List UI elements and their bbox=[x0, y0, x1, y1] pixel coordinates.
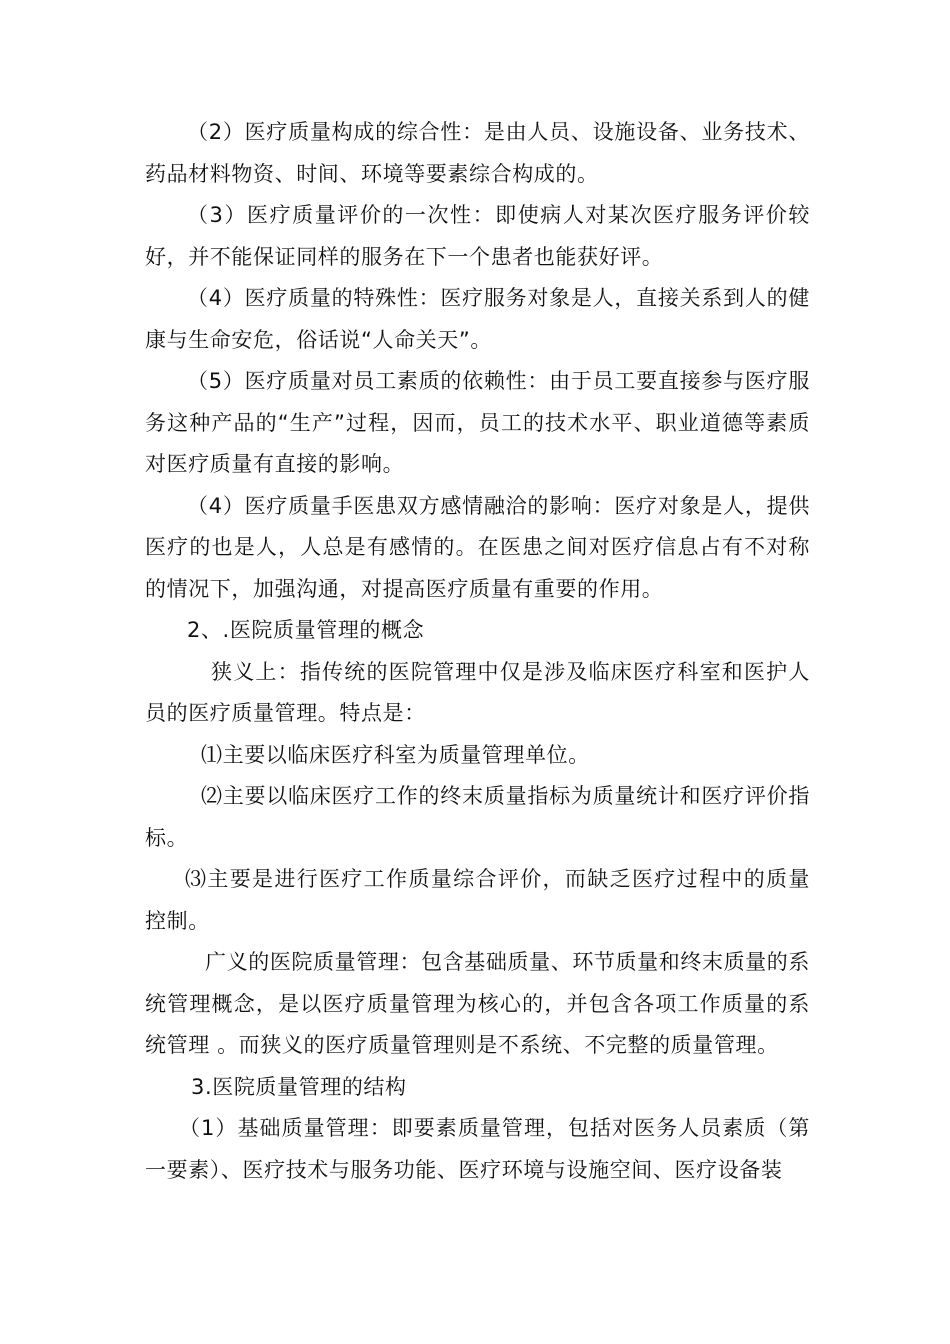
document-body bbox=[145, 112, 810, 1191]
paragraph-staff-dependence: （5）医疗质量对员工素质的依赖性：由于员工要直接参与医疗服务这种产品的“生产”过程，因而，员工的技术水平、职业道德等素质对医疗质量有直接的影响。 bbox=[145, 369, 810, 476]
paragraph-quality-comprehensiveness: （2）医疗质量构成的综合性：是由人员、设施设备、业务技术、药品材料物资、时间、环境等要素综合构成的。 bbox=[145, 120, 810, 186]
paragraph-quality-particularity: （4）医疗质量的特殊性：医疗服务对象是人，直接关系到人的健康与生命安危，俗话说“人命关天”。 bbox=[145, 286, 810, 352]
list-item-feature-3: ⑶主要是进行医疗工作质量综合评价，而缺乏医疗过程中的质量控制。 bbox=[145, 867, 810, 933]
paragraph-broad-definition: 广义的医院质量管理：包含基础质量、环节质量和终末质量的系统管理概念，是以医疗质量管理为核心的，并包含各项工作质量的系统管理 。而狭义的医疗质量管理则是不系统、不完整的质量管理。 bbox=[145, 950, 810, 1057]
paragraph-emotional-influence: （4）医疗质量手医患双方感情融洽的影响：医疗对象是人，提供医疗的也是人，人总是有感情的。在医患之间对医疗信息占有不对称的情况下，加强沟通，对提高医疗质量有重要的作用。 bbox=[145, 493, 810, 601]
paragraph-evaluation-one-time: （3）医疗质量评价的一次性：即使病人对某次医疗服务评价较好，并不能保证同样的服务在下一个患者也能获好评。 bbox=[145, 203, 810, 269]
paragraph-narrow-definition: 狭义上：指传统的医院管理中仅是涉及临床医疗科室和医护人员的医疗质量管理。特点是： bbox=[145, 659, 810, 725]
list-item-feature-2: ⑵主要以临床医疗工作的终末质量指标为质量统计和医疗评价指标。 bbox=[145, 784, 810, 850]
list-item-feature-1: ⑴主要以临床医疗科室为质量管理单位。 bbox=[201, 742, 590, 767]
section-heading-concept: 2、.医院质量管理的概念 bbox=[187, 618, 425, 642]
section-heading-structure: 3.医院质量管理的结构 bbox=[191, 1074, 407, 1099]
paragraph-basic-quality-management: （1）基础质量管理：即要素质量管理，包括对医务人员素质（第一要素）、医疗技术与服务功能、医疗环境与设施空间、医疗设备装 bbox=[145, 1116, 810, 1182]
